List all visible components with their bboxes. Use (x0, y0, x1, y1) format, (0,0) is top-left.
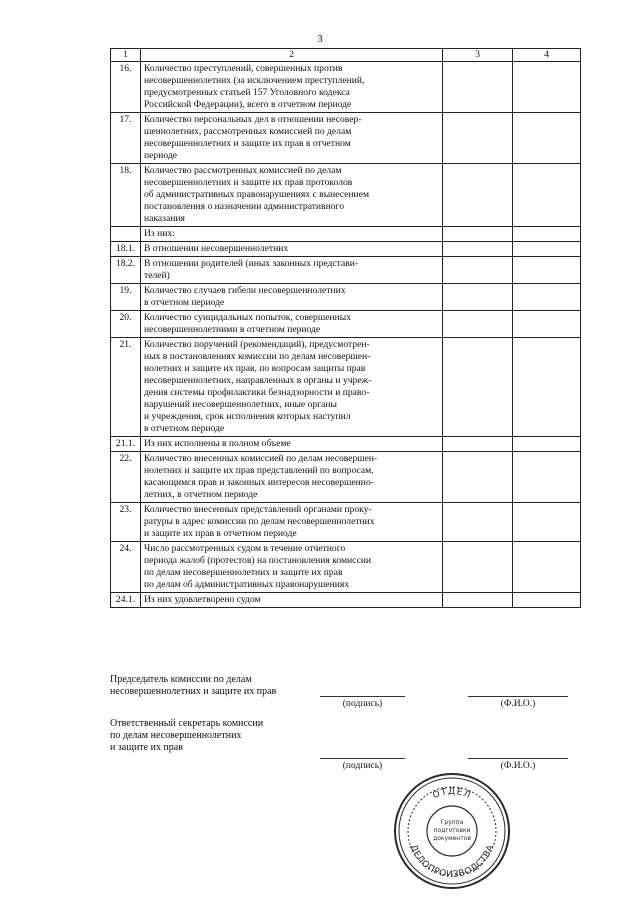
row-description (141, 311, 443, 338)
stamp-center-line-1: Группа (440, 819, 464, 826)
secretary-title-line-3: и защите их прав (110, 742, 183, 753)
chairman-name-line (468, 696, 568, 697)
row-description-line: предусмотренных статьей 157 Уголовного кодекса (144, 87, 350, 98)
row-description (141, 338, 443, 437)
chairman-signature-line (320, 696, 405, 697)
table-row (111, 311, 581, 338)
table-row (111, 242, 581, 257)
value-cell-column-4[interactable] (513, 284, 581, 311)
table-header-row (111, 49, 581, 62)
row-description-line: Из них удовлетворено судом (144, 594, 261, 605)
table-row (111, 257, 581, 284)
row-description-line: Количество преступлений, совершенных против (144, 63, 343, 74)
row-description-line: шеннолетних, рассмотренных комиссией по делам (144, 126, 352, 137)
row-description (141, 284, 443, 311)
table-row (111, 338, 581, 437)
row-number: 17. (111, 113, 141, 164)
row-description-line: Количество поручений (рекомендаций), предусмотрен- (144, 339, 370, 350)
row-number: 20. (111, 311, 141, 338)
row-description-line: летних, в отчетном периоде (144, 489, 258, 500)
value-cell-column-3[interactable] (443, 242, 513, 257)
row-description-line: В отношении несовершеннолетних (144, 243, 289, 254)
row-description-line: об административных правонарушениях с вынесением (144, 189, 370, 200)
value-cell-column-3[interactable] (443, 257, 513, 284)
row-description-line: Количество случаев гибели несовершеннолетних (144, 285, 346, 296)
row-description (141, 452, 443, 503)
value-cell-column-4[interactable] (513, 311, 581, 338)
row-number: 18. (111, 164, 141, 227)
stamp-center-line-2: подготовки (433, 827, 471, 834)
table-row (111, 164, 581, 227)
row-description (141, 227, 443, 242)
secretary-signature-line (320, 758, 405, 759)
row-number: 23. (111, 503, 141, 542)
row-description-line: наказания (144, 213, 185, 224)
row-number: 16. (111, 62, 141, 113)
row-description (141, 164, 443, 227)
row-description-line: ратуры в адрес комиссии по делам несовершеннолетних (144, 516, 375, 527)
report-table (110, 48, 581, 608)
table-row (111, 437, 581, 452)
row-description (141, 437, 443, 452)
row-description (141, 62, 443, 113)
value-cell-column-3[interactable] (443, 542, 513, 593)
chairman-signature-block (110, 674, 276, 698)
report-table-body (111, 62, 581, 608)
value-cell-column-3[interactable] (443, 593, 513, 608)
table-row (111, 452, 581, 503)
chairman-title-line-2: несовершеннолетних и защите их прав (110, 686, 277, 697)
secretary-name-caption: (Ф.И.О.) (500, 761, 536, 771)
column-header-1: 1 (111, 49, 141, 62)
row-description-line: Количество персональных дел в отношении несовер- (144, 114, 362, 125)
row-description-line: по делам об административных правонарушениях (144, 579, 350, 590)
value-cell-column-3[interactable] (443, 164, 513, 227)
value-cell-column-3[interactable] (443, 62, 513, 113)
row-description-line: по делам несовершеннолетних и защите их прав (144, 567, 343, 578)
column-header-2: 2 (141, 49, 443, 62)
secretary-signature-caption: (подпись) (342, 761, 383, 771)
row-number: 18.2. (111, 257, 141, 284)
column-header-4: 4 (513, 49, 581, 62)
row-description (141, 503, 443, 542)
row-description-line: периода жалоб (протестов) на постановления комиссии (144, 555, 371, 566)
value-cell-column-3[interactable] (443, 452, 513, 503)
value-cell-column-4[interactable] (513, 227, 581, 242)
value-cell-column-4[interactable] (513, 62, 581, 113)
value-cell-column-4[interactable] (513, 452, 581, 503)
row-number: 24. (111, 542, 141, 593)
row-description-line: постановления о назначении административного (144, 201, 344, 212)
value-cell-column-3[interactable] (443, 227, 513, 242)
secretary-signature-block (110, 718, 263, 754)
row-description-line: Количество суицидальных попыток, совершенных (144, 312, 352, 323)
row-description (141, 257, 443, 284)
row-description-line: В отношении родителей (иных законных представи- (144, 258, 359, 269)
row-description-line: несовершеннолетними в отчетном периоде (144, 324, 321, 335)
row-description (141, 542, 443, 593)
value-cell-column-4[interactable] (513, 242, 581, 257)
row-number: 22. (111, 452, 141, 503)
value-cell-column-4[interactable] (513, 164, 581, 227)
stamp-bottom-arc-text: ДЕЛОПРОИЗВОДСТВА (407, 843, 497, 881)
row-description-line: в отчетном периоде (144, 297, 225, 308)
page-number: 3 (317, 33, 323, 45)
table-row (111, 113, 581, 164)
row-description-line: Число рассмотренных судом в течение отчетного (144, 543, 346, 554)
value-cell-column-4[interactable] (513, 257, 581, 284)
table-row (111, 227, 581, 242)
row-description-line: Количество рассмотренных комиссией по делам (144, 165, 342, 176)
value-cell-column-4[interactable] (513, 503, 581, 542)
table-row (111, 62, 581, 113)
table-row (111, 503, 581, 542)
row-description-line: и учреждения, срок исполнения которых наступил (144, 411, 351, 422)
row-description-line: касающимся прав и законных интересов несовершенно- (144, 477, 374, 488)
value-cell-column-3[interactable] (443, 311, 513, 338)
row-description-line: нолетних и защите их прав, по вопросам защиты прав (144, 363, 366, 374)
table-row (111, 284, 581, 311)
stamp-center-line-3: документов (433, 835, 471, 842)
row-number: 21. (111, 338, 141, 437)
row-number: 18.1. (111, 242, 141, 257)
row-description-line: Количество внесенных представлений органами проку- (144, 504, 372, 515)
secretary-title-line-1: Ответственный секретарь комиссии (110, 718, 264, 729)
row-number (111, 227, 141, 242)
chairman-name-caption: (Ф.И.О.) (500, 699, 536, 709)
value-cell-column-3[interactable] (443, 113, 513, 164)
row-description-line: Из них: (144, 228, 175, 239)
value-cell-column-3[interactable] (443, 437, 513, 452)
value-cell-column-4[interactable] (513, 113, 581, 164)
row-description-line: несовершеннолетних и защите их прав в отчетном (144, 138, 351, 149)
row-description-line: Из них исполнены в полном объеме (144, 438, 291, 449)
value-cell-column-4[interactable] (513, 542, 581, 593)
row-description-line: Количество внесенных комиссией по делам несовершен- (144, 453, 378, 464)
table-row (111, 542, 581, 593)
row-description (141, 593, 443, 608)
value-cell-column-4[interactable] (513, 437, 581, 452)
secretary-name-line (468, 758, 568, 759)
row-description (141, 113, 443, 164)
row-number: 19. (111, 284, 141, 311)
stamp-top-arc-text: ОТДЕЛ (431, 786, 473, 802)
row-description-line: дения системы профилактики безнадзорности и право- (144, 387, 370, 398)
row-description-line: несовершеннолетних и защите их прав протоколов (144, 177, 353, 188)
value-cell-column-4[interactable] (513, 338, 581, 437)
row-description-line: и защите их прав в отчетном периоде (144, 528, 297, 539)
value-cell-column-3[interactable] (443, 503, 513, 542)
row-description-line: Российской Федерации), всего в отчетном периоде (144, 99, 352, 110)
row-description-line: периоде (144, 150, 177, 161)
official-stamp (393, 772, 511, 890)
table-row (111, 593, 581, 608)
row-description-line: телей) (144, 270, 170, 281)
row-number: 24.1. (111, 593, 141, 608)
row-description-line: в отчетном периоде (144, 423, 225, 434)
row-description-line: нарушений несовершеннолетних, иные органы (144, 399, 337, 410)
value-cell-column-3[interactable] (443, 338, 513, 437)
row-description-line: несовершеннолетних (за исключением преступлений, (144, 75, 365, 86)
row-description-line: несовершеннолетних, направленных в органы и учреж- (144, 375, 372, 386)
value-cell-column-4[interactable] (513, 593, 581, 608)
row-description-line: нолетних и защите их прав представлений по вопросам, (144, 465, 374, 476)
chairman-signature-caption: (подпись) (342, 699, 383, 709)
secretary-title-line-2: по делам несовершеннолетних (110, 730, 242, 741)
row-description (141, 242, 443, 257)
row-description-line: ных в постановлениях комиссии по делам несовершен- (144, 351, 371, 362)
chairman-title-line-1: Председатель комиссии по делам (110, 674, 252, 685)
value-cell-column-3[interactable] (443, 284, 513, 311)
column-header-3: 3 (443, 49, 513, 62)
row-number: 21.1. (111, 437, 141, 452)
